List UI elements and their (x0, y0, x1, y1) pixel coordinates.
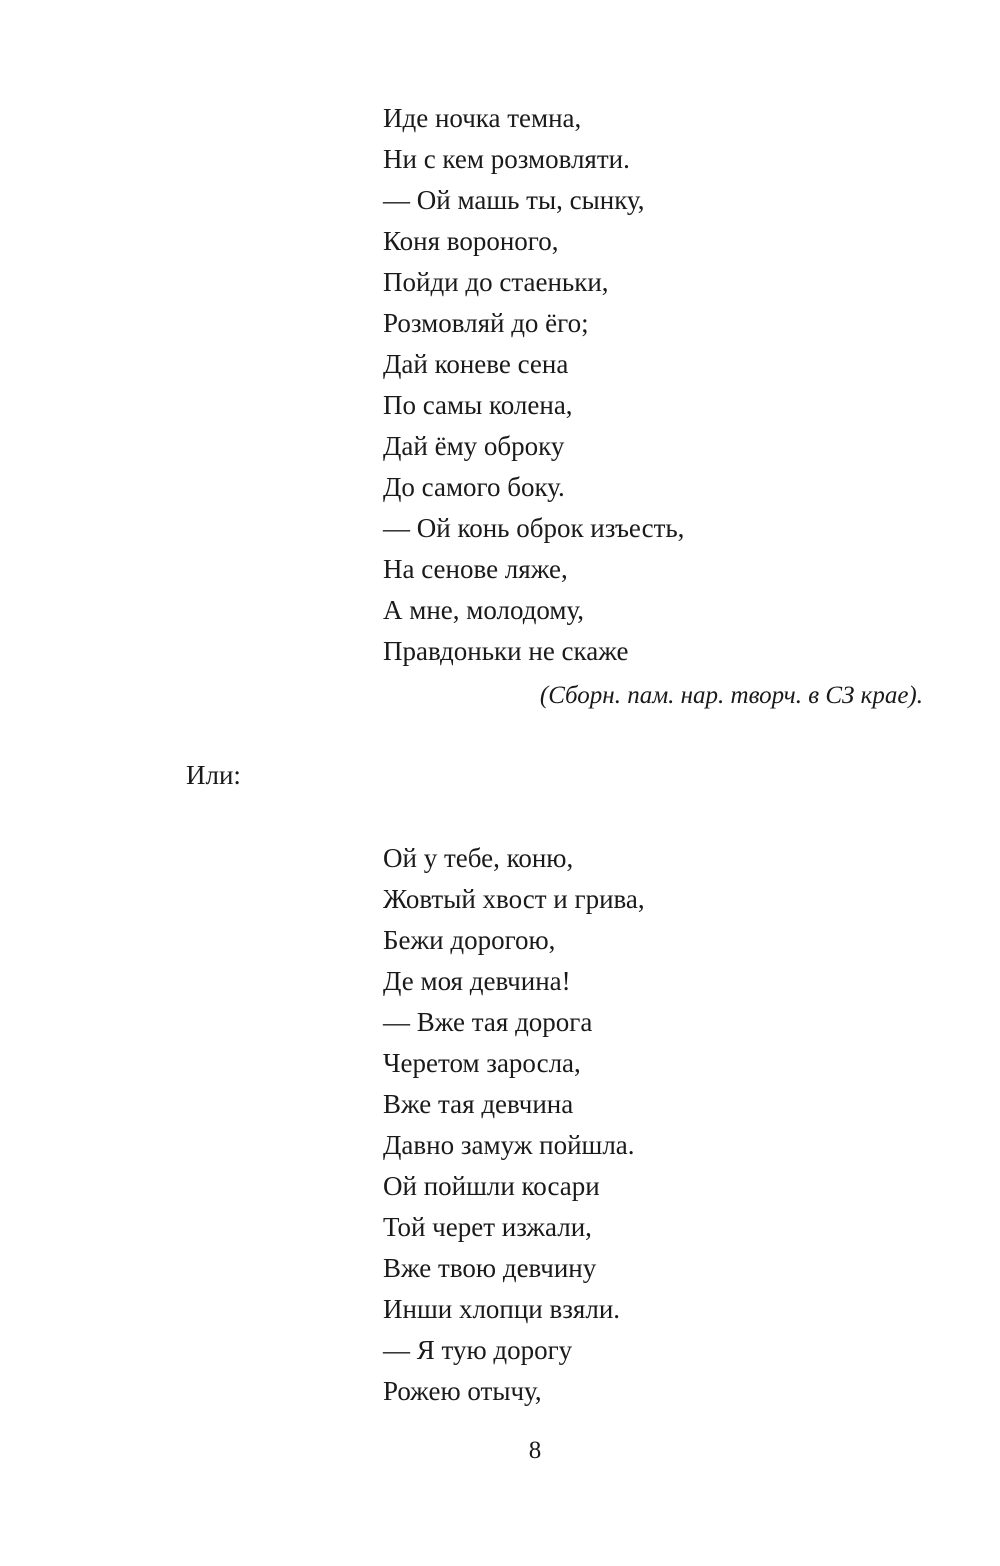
poem-line: Дай коневе сена (383, 349, 569, 379)
poem-line: Иде ночка темна, (383, 103, 582, 133)
poem-line: — Я тую дорогу (383, 1335, 573, 1365)
poem-line: Ой пойшли косари (383, 1171, 600, 1201)
source-citation: (Сборн. пам. нар. творч. в СЗ крае). (539, 682, 923, 709)
poem-stanza-1 (383, 98, 684, 672)
poem-line: Ой у тебе, коню, (383, 843, 574, 873)
poem-line: Жовтый хвост и грива, (383, 884, 645, 914)
poem-line: Инши хлопци взяли. (383, 1294, 621, 1324)
interlude-text: Или: (186, 760, 241, 790)
poem-line: Коня вороного, (383, 226, 559, 256)
poem-line: Правдоньки не скаже (383, 636, 629, 666)
poem-line: Розмовляй до ёго; (383, 308, 589, 338)
poem-line: Рожею отычу, (383, 1376, 542, 1406)
poem-line: — Ой конь оброк изъесть, (383, 513, 685, 543)
poem-line: Бежи дорогою, (383, 925, 556, 955)
poem-line: Черетом заросла, (383, 1048, 581, 1078)
poem-line: На сенове ляже, (383, 554, 568, 584)
page-number: 8 (528, 1437, 542, 1464)
poem-line: Де моя девчина! (383, 966, 571, 996)
poem-line: — Вже тая дорога (383, 1007, 593, 1037)
poem-line: Ни с кем розмовляти. (383, 144, 630, 174)
poem-line: Вже тая девчина (383, 1089, 574, 1119)
poem-line: Давно замуж пойшла. (383, 1130, 635, 1160)
poem-line: До самого боку. (383, 472, 565, 502)
poem-line: Пойди до стаеньки, (383, 267, 609, 297)
poem-line: Вже твою девчину (383, 1253, 597, 1283)
poem-stanza-2 (383, 838, 645, 1412)
poem-line: Той черет изжали, (383, 1212, 592, 1242)
poem-line: По самы колена, (383, 390, 573, 420)
poem-line: А мне, молодому, (383, 595, 585, 625)
poem-line: Дай ёму оброку (383, 431, 565, 461)
poem-line: — Ой машь ты, сынку, (383, 185, 645, 215)
